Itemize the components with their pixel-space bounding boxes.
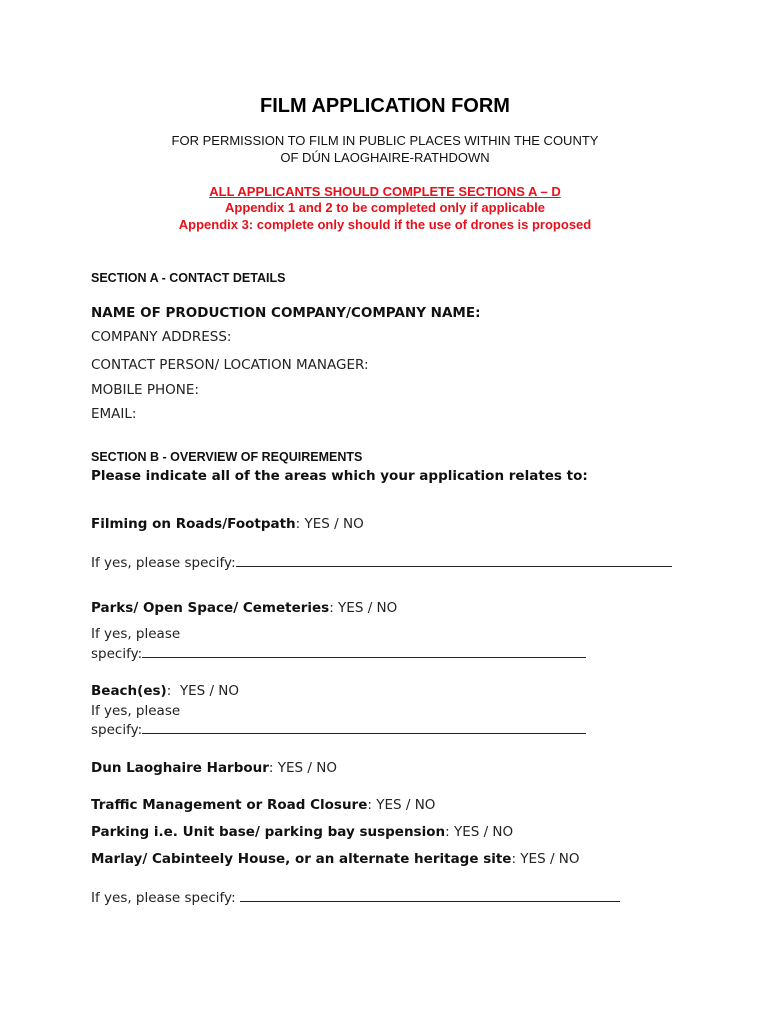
beach-specify-row bbox=[91, 721, 586, 738]
notice-appendix-3: Appendix 3: complete only should if the use of drones is proposed bbox=[178, 217, 592, 232]
heritage-label: Marlay/ Cabinteely House, or an alternate heritage site bbox=[91, 851, 512, 867]
parking-yes-no[interactable]: : YES / NO bbox=[445, 824, 514, 840]
parks-specify-field[interactable] bbox=[142, 645, 586, 658]
form-subtitle-line-1: FOR PERMISSION TO FILM IN PUBLIC PLACES WITHIN THE COUNTY bbox=[171, 133, 599, 148]
harbour-yes-no[interactable]: : YES / NO bbox=[268, 760, 337, 776]
contact-person-label: CONTACT PERSON/ LOCATION MANAGER: bbox=[91, 357, 369, 373]
notice-all-sections: ALL APPLICANTS SHOULD COMPLETE SECTIONS A – D bbox=[209, 184, 561, 199]
beach-question bbox=[91, 683, 239, 699]
beach-specify-label-1: If yes, please bbox=[91, 703, 181, 719]
roads-specify-field[interactable] bbox=[236, 554, 672, 567]
harbour-label: Dun Laoghaire Harbour bbox=[91, 760, 269, 776]
beach-yes-no[interactable]: : YES / NO bbox=[166, 683, 240, 699]
heritage-specify-label: If yes, please specify: bbox=[91, 890, 240, 906]
parks-label: Parks/ Open Space/ Cemeteries bbox=[91, 600, 330, 616]
company-name-label: NAME OF PRODUCTION COMPANY/COMPANY NAME: bbox=[91, 305, 481, 321]
email-label: EMAIL: bbox=[91, 406, 137, 422]
parks-specify-row bbox=[91, 645, 586, 662]
notice-appendix-1-2: Appendix 1 and 2 to be completed only if applicable bbox=[225, 200, 545, 215]
company-address-label: COMPANY ADDRESS: bbox=[91, 329, 232, 345]
beach-specify-field[interactable] bbox=[142, 721, 586, 734]
roads-label: Filming on Roads/Footpath bbox=[91, 516, 296, 532]
form-subtitle-line-2: OF DÚN LAOGHAIRE-RATHDOWN bbox=[280, 150, 490, 165]
parks-specify-label-2: specify: bbox=[91, 646, 143, 662]
traffic-label: Traffic Management or Road Closure bbox=[91, 797, 368, 813]
parking-question bbox=[91, 824, 513, 840]
traffic-yes-no[interactable]: : YES / NO bbox=[367, 797, 436, 813]
parks-specify-label-1: If yes, please bbox=[91, 626, 181, 642]
heritage-specify-field[interactable] bbox=[240, 889, 620, 902]
traffic-question bbox=[91, 797, 435, 813]
heritage-specify-row bbox=[91, 889, 620, 906]
parking-label: Parking i.e. Unit base/ parking bay suspension bbox=[91, 824, 446, 840]
heritage-yes-no[interactable]: : YES / NO bbox=[511, 851, 580, 867]
roads-yes-no[interactable]: : YES / NO bbox=[295, 516, 364, 532]
section-a-heading: SECTION A - CONTACT DETAILS bbox=[91, 271, 286, 285]
roads-specify-label: If yes, please specify: bbox=[91, 555, 236, 571]
parks-yes-no[interactable]: : YES / NO bbox=[329, 600, 398, 616]
heritage-question bbox=[91, 851, 580, 867]
roads-question bbox=[91, 516, 364, 532]
beach-label: Beach(es) bbox=[91, 683, 167, 699]
form-title: FILM APPLICATION FORM bbox=[260, 95, 510, 117]
beach-specify-label-2: specify: bbox=[91, 722, 143, 738]
section-b-heading: SECTION B - OVERVIEW OF REQUIREMENTS bbox=[91, 450, 363, 464]
mobile-phone-label: MOBILE PHONE: bbox=[91, 382, 199, 398]
harbour-question bbox=[91, 760, 337, 776]
section-b-instruction: Please indicate all of the areas which your application relates to: bbox=[91, 468, 588, 484]
roads-specify-row bbox=[91, 554, 672, 571]
parks-question bbox=[91, 600, 397, 616]
